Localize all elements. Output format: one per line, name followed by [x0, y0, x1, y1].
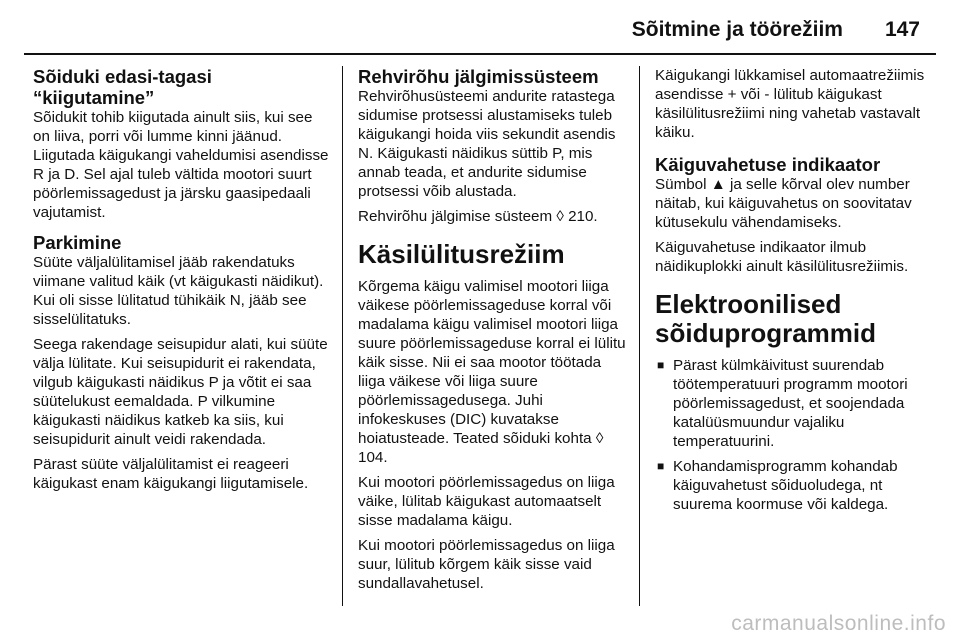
paragraph: Seega rakendage seisupidur alati, kui süüte välja lülitate. Kui seisupidurit ei rakendata, vilgub käigukasti näidikus P ja võtit ei saa süütelukust eemaldada. P vilkumine käigukasti näidikus katkeb ka siis, kui seisupidurit ainult veidi rakendada.	[33, 336, 328, 448]
paragraph: Pärast süüte väljalülitamist ei reageeri käigukast enam käigukangi liigutamisele.	[33, 456, 309, 492]
heading-parking: Parkimine	[33, 232, 122, 253]
page-header	[632, 18, 920, 42]
heading-rocking: Sõiduki edasi-tagasi “kiigutamine”	[33, 66, 212, 108]
column-left	[33, 66, 333, 503]
paragraph: Käigukangi lükkamisel automaatrežiimis asendisse + või - lülitub käigukast käsilülitusrežiimi ning vahetab vastavalt käiku.	[655, 67, 925, 141]
column-right	[655, 66, 945, 520]
paragraph: Kõrgema käigu valimisel mootori liiga väikese pöörlemissageduse korral või madalama käigu valimisel mootori liiga suure pöörlemissageduse korral ei lülitu käik sisse. Nii ei saa mootor töötada liiga väikese või liiga suure pöörlemissagedusega. Juhi infokeskuses (DIC) kuvatakse hoiatusteade. Teated sõiduki kohta ◊ 104.	[358, 278, 626, 466]
paragraph: Süüte väljalülitamisel jääb rakendatuks viimane valitud käik (vt käigukasti näidikut). Kui oli sisse lülitatud tühikäik N, jääb see sisselülitatuks.	[33, 254, 324, 328]
square-bullet-icon: ■	[657, 459, 665, 473]
heading-shift-indicator: Käiguvahetuse indikaator	[655, 154, 881, 175]
column-divider-2	[639, 66, 640, 606]
paragraph: Käiguvahetuse indikaator ilmub näidikuplokki ainult käsilülitusrežiimis.	[655, 239, 909, 275]
section-title: Sõitmine ja töörežiim	[631, 18, 843, 41]
heading-electronic-programs: Elektroonilised sõiduprogrammid	[655, 289, 877, 348]
bullet-list	[655, 356, 945, 514]
column-middle	[358, 66, 630, 599]
paragraph: Kui mootori pöörlemissagedus on liiga suur, lülitub kõrgem käik sisse vaid sundallavahetusel.	[358, 537, 615, 592]
list-item: ■ Pärast külmkäivitust suurendab töötemperatuuri programm mootori pöörlemissagedust, et soojendada katalüüsmuundur vajaliku temperatuurini.	[657, 357, 908, 450]
square-bullet-icon: ■	[657, 358, 665, 372]
list-item: ■ Kohandamisprogramm kohandab käiguvahetust sõiduoludega, nt suurema koormuse või kaldega.	[657, 458, 898, 513]
heading-tire-pressure: Rehvirõhu jälgimissüsteem	[358, 66, 599, 87]
paragraph: Kui mootori pöörlemissagedus on liiga väike, lülitab käigukast automaatselt sisse madalama käigu.	[358, 474, 615, 529]
cross-reference: Rehvirõhu jälgimise süsteem ◊ 210.	[358, 208, 598, 225]
paragraph: Sõidukit tohib kiigutada ainult siis, kui see on liiva, porri või lumme kinni jäänud. Liigutada käigukangi vaheldumisi asendisse R ja D. Sel ajal tuleb vältida mootori suurt pöörlemissagedust ja järsku gaasipedaali vajutamist.	[33, 109, 329, 221]
column-divider-1	[342, 66, 343, 606]
heading-manual-mode: Käsilülitusrežiim	[358, 239, 565, 269]
header-rule	[24, 53, 936, 55]
paragraph: Sümbol ▲ ja selle kõrval olev number näitab, kui käiguvahetus on soovitatav kütusekulu vähendamiseks.	[655, 176, 912, 231]
watermark: carmanualsonline.info	[731, 612, 946, 635]
paragraph: Rehvirõhusüsteemi andurite ratastega sidumise protsessi alustamiseks tuleb käigukangi hoida viis sekundit asendis N. Käigukasti näidikus süttib P, mis annab teada, et andurite sidumise protsessi võib alustada.	[358, 88, 616, 200]
page-number: 147	[884, 18, 920, 41]
